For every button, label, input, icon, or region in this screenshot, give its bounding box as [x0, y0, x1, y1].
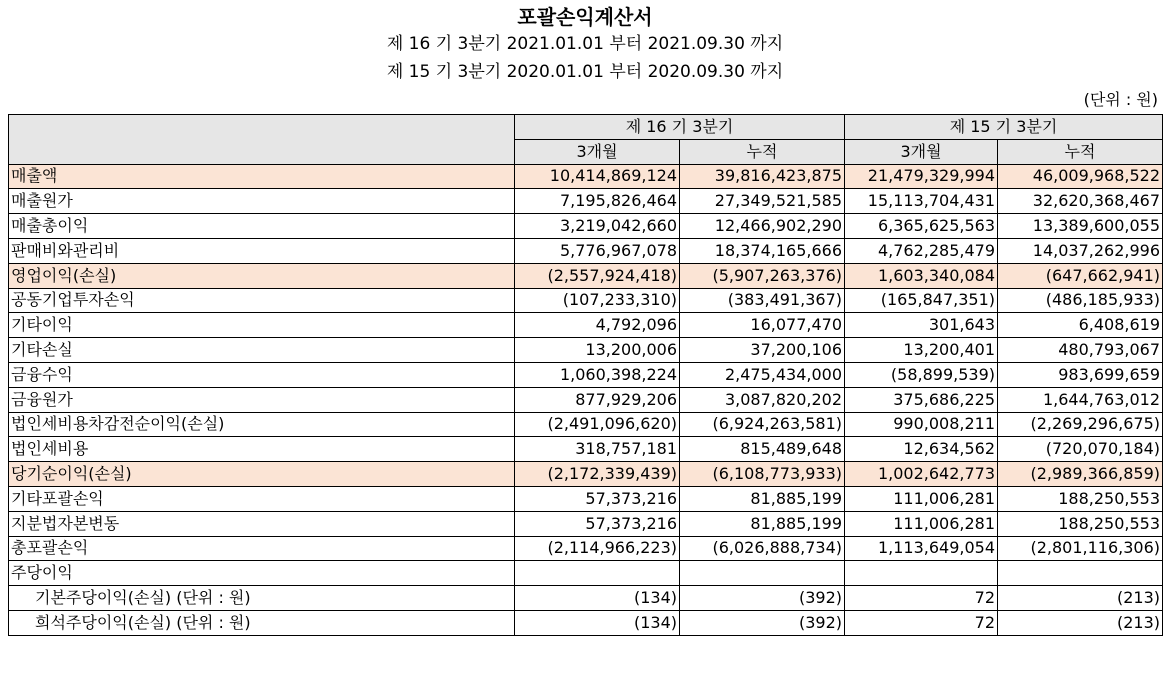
prior-three-month-value: 72	[845, 610, 998, 635]
header-blank-cell	[9, 115, 515, 165]
current-cumulative-value: (383,491,367)	[680, 288, 845, 313]
table-row	[9, 511, 1163, 536]
table-row	[9, 437, 1163, 462]
prior-three-month-value: 21,479,329,994	[845, 164, 998, 189]
prior-three-month-value: (165,847,351)	[845, 288, 998, 313]
current-cumulative-value: 39,816,423,875	[680, 164, 845, 189]
current-three-month-value: 7,195,826,464	[515, 189, 680, 214]
current-three-month-value: (2,172,339,439)	[515, 462, 680, 487]
current-cumulative-value: (6,108,773,933)	[680, 462, 845, 487]
current-cumulative-value: 815,489,648	[680, 437, 845, 462]
current-cumulative-value: 16,077,470	[680, 313, 845, 338]
row-label: 법인세비용차감전순이익(손실)	[9, 412, 515, 437]
table-row	[9, 561, 1163, 586]
prior-three-month-value: 111,006,281	[845, 511, 998, 536]
current-three-month-value: 877,929,206	[515, 387, 680, 412]
row-label: 주당이익	[9, 561, 515, 586]
current-three-month-value: (134)	[515, 586, 680, 611]
table-row	[9, 387, 1163, 412]
prior-cumulative-value: (213)	[998, 586, 1163, 611]
table-row	[9, 536, 1163, 561]
table-row	[9, 412, 1163, 437]
table-row	[9, 189, 1163, 214]
current-cumulative-value: 37,200,106	[680, 338, 845, 363]
row-label: 금융수익	[9, 362, 515, 387]
table-row	[9, 313, 1163, 338]
prior-cumulative-value: (2,801,116,306)	[998, 536, 1163, 561]
prior-cumulative-value	[998, 561, 1163, 586]
header-current-period: 제 16 기 3분기	[515, 115, 845, 140]
prior-three-month-value: 1,113,649,054	[845, 536, 998, 561]
current-three-month-value: (2,491,096,620)	[515, 412, 680, 437]
current-three-month-value: 3,219,042,660	[515, 214, 680, 239]
current-cumulative-value: (392)	[680, 610, 845, 635]
current-three-month-value: (2,557,924,418)	[515, 263, 680, 288]
table-row	[9, 214, 1163, 239]
table-row	[9, 338, 1163, 363]
current-three-month-value: 57,373,216	[515, 486, 680, 511]
row-label: 매출원가	[9, 189, 515, 214]
current-cumulative-value: 12,466,902,290	[680, 214, 845, 239]
current-three-month-value: 10,414,869,124	[515, 164, 680, 189]
current-three-month-value: (2,114,966,223)	[515, 536, 680, 561]
prior-cumulative-value: 188,250,553	[998, 486, 1163, 511]
current-three-month-value	[515, 561, 680, 586]
header-prior-three-month: 3개월	[845, 139, 998, 164]
prior-three-month-value: 4,762,285,479	[845, 238, 998, 263]
current-three-month-value: 13,200,006	[515, 338, 680, 363]
prior-cumulative-value: 32,620,368,467	[998, 189, 1163, 214]
prior-three-month-value: 990,008,211	[845, 412, 998, 437]
header-current-three-month: 3개월	[515, 139, 680, 164]
row-label: 공동기업투자손익	[9, 288, 515, 313]
prior-cumulative-value: (213)	[998, 610, 1163, 635]
current-cumulative-value: (392)	[680, 586, 845, 611]
prior-cumulative-value: 1,644,763,012	[998, 387, 1163, 412]
current-cumulative-value: (5,907,263,376)	[680, 263, 845, 288]
current-cumulative-value: 81,885,199	[680, 486, 845, 511]
period-prior: 제 15 기 3분기 2020.01.01 부터 2020.09.30 까지	[386, 62, 784, 82]
row-label: 총포괄손익	[9, 536, 515, 561]
prior-cumulative-value: (647,662,941)	[998, 263, 1163, 288]
prior-three-month-value: (58,899,539)	[845, 362, 998, 387]
row-label: 금융원가	[9, 387, 515, 412]
current-cumulative-value: 27,349,521,585	[680, 189, 845, 214]
current-cumulative-value: 81,885,199	[680, 511, 845, 536]
row-label: 매출액	[9, 164, 515, 189]
prior-three-month-value: 1,002,642,773	[845, 462, 998, 487]
prior-cumulative-value: 188,250,553	[998, 511, 1163, 536]
statement-header	[0, 4, 1170, 86]
prior-cumulative-value: (2,269,296,675)	[998, 412, 1163, 437]
prior-three-month-value: 6,365,625,563	[845, 214, 998, 239]
prior-cumulative-value: 6,408,619	[998, 313, 1163, 338]
row-label: 기타이익	[9, 313, 515, 338]
current-cumulative-value: (6,924,263,581)	[680, 412, 845, 437]
unit-label: (단위 : 원)	[1083, 90, 1158, 109]
current-cumulative-value: 2,475,434,000	[680, 362, 845, 387]
prior-cumulative-value: 480,793,067	[998, 338, 1163, 363]
row-label: 기타포괄손익	[9, 486, 515, 511]
current-three-month-value: 318,757,181	[515, 437, 680, 462]
row-label: 당기순이익(손실)	[9, 462, 515, 487]
prior-cumulative-value: 46,009,968,522	[998, 164, 1163, 189]
prior-three-month-value: 111,006,281	[845, 486, 998, 511]
prior-cumulative-value: 14,037,262,996	[998, 238, 1163, 263]
prior-cumulative-value: (2,989,366,859)	[998, 462, 1163, 487]
current-three-month-value: (134)	[515, 610, 680, 635]
current-cumulative-value: 3,087,820,202	[680, 387, 845, 412]
row-label: 지분법자본변동	[9, 511, 515, 536]
row-label: 판매비와관리비	[9, 238, 515, 263]
row-label: 희석주당이익(손실) (단위 : 원)	[9, 610, 515, 635]
prior-three-month-value: 15,113,704,431	[845, 189, 998, 214]
current-three-month-value: 5,776,967,078	[515, 238, 680, 263]
header-prior-cumulative: 누적	[998, 139, 1163, 164]
table-row	[9, 362, 1163, 387]
statement-title: 포괄손익계산서	[517, 5, 653, 29]
current-three-month-value: 4,792,096	[515, 313, 680, 338]
current-three-month-value: 1,060,398,224	[515, 362, 680, 387]
table-row	[9, 238, 1163, 263]
table-row	[9, 586, 1163, 611]
row-label: 기본주당이익(손실) (단위 : 원)	[9, 586, 515, 611]
current-three-month-value: 57,373,216	[515, 511, 680, 536]
table-row	[9, 486, 1163, 511]
header-prior-period: 제 15 기 3분기	[845, 115, 1163, 140]
table-row	[9, 610, 1163, 635]
table-row	[9, 288, 1163, 313]
prior-three-month-value: 72	[845, 586, 998, 611]
period-current: 제 16 기 3분기 2021.01.01 부터 2021.09.30 까지	[386, 34, 784, 54]
row-label: 매출총이익	[9, 214, 515, 239]
row-label: 기타손실	[9, 338, 515, 363]
table-row	[9, 263, 1163, 288]
prior-cumulative-value: 13,389,600,055	[998, 214, 1163, 239]
current-cumulative-value: (6,026,888,734)	[680, 536, 845, 561]
prior-three-month-value: 13,200,401	[845, 338, 998, 363]
row-label: 영업이익(손실)	[9, 263, 515, 288]
table-row	[9, 462, 1163, 487]
prior-three-month-value	[845, 561, 998, 586]
prior-cumulative-value: (720,070,184)	[998, 437, 1163, 462]
header-row-period	[9, 115, 1163, 140]
row-label: 법인세비용	[9, 437, 515, 462]
prior-three-month-value: 301,643	[845, 313, 998, 338]
current-cumulative-value: 18,374,165,666	[680, 238, 845, 263]
current-three-month-value: (107,233,310)	[515, 288, 680, 313]
prior-cumulative-value: (486,185,933)	[998, 288, 1163, 313]
prior-three-month-value: 1,603,340,084	[845, 263, 998, 288]
current-cumulative-value	[680, 561, 845, 586]
prior-cumulative-value: 983,699,659	[998, 362, 1163, 387]
table-row	[9, 164, 1163, 189]
prior-three-month-value: 12,634,562	[845, 437, 998, 462]
income-statement-table	[8, 114, 1163, 636]
prior-three-month-value: 375,686,225	[845, 387, 998, 412]
header-current-cumulative: 누적	[680, 139, 845, 164]
